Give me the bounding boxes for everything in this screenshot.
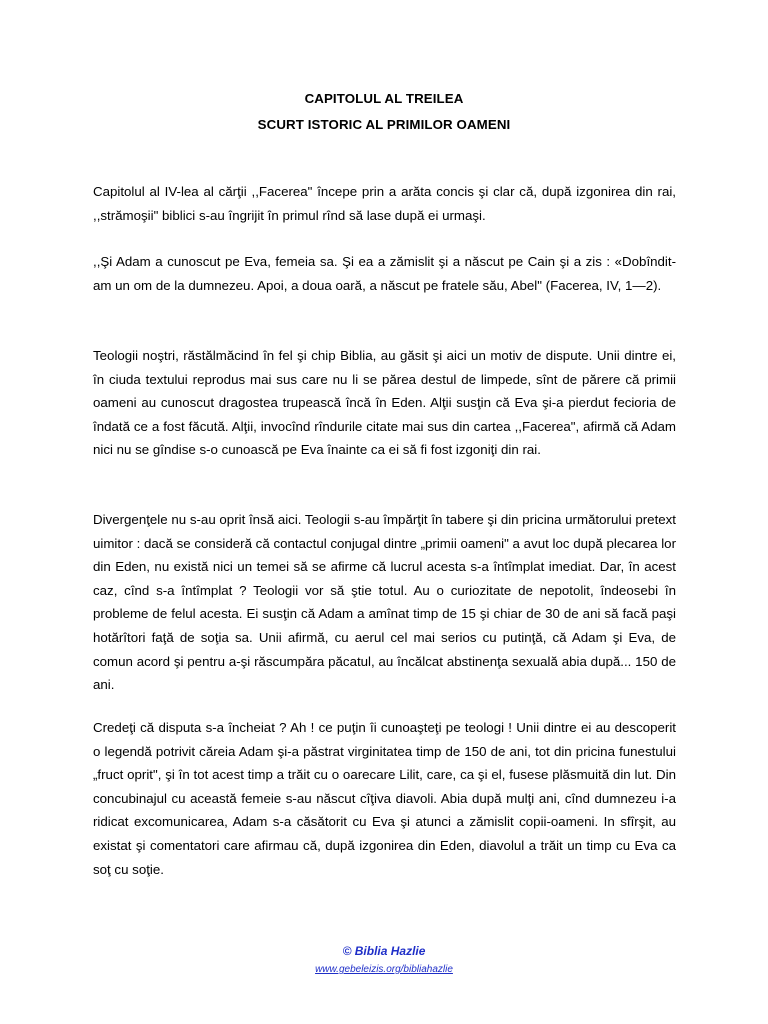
paragraph-3: Teologii noştri, răstălmăcind în fel şi chip Biblia, au găsit şi aici un motiv de dispute. Unii dintre ei, în ciuda textului reprodus mai sus care nu li se părea destul de limpede, sînt de părere că primii oameni au cunoscut dragostea trupească încă în Eden. Alţii susţin că Eva şi-a pierdut fecioria de îndată ce a fost făcută. Alţii, invocînd rîndurile citate mai sus din cartea ,,Facerea", afirmă că Adam nici nu se gîndise s-o cunoască pe Eva înainte ca ei să fi fost izgoniţi din rai. xyxy=(93,348,676,458)
paragraph-1: Capitolul al IV-lea al cărţii ,,Facerea" începe prin a arăta concis şi clar că, după izgonirea din rai, ,,strămoşii" biblici s-au îngrijit în primul rînd să lase după ei urmaşi. xyxy=(93,184,676,223)
paragraph-4: Divergenţele nu s-au oprit însă aici. Teologii s-au împărţit în tabere şi din pricina următorului pretext uimitor : dacă se consideră că contactul conjugal dintre „primii oameni" a avut loc după plecarea lor din Eden, nu există nici un temei să se afirme că lucrul acesta s-a întîmplat imediat. Dar, în acest caz, cînd s-a întîmplat ? Teologii vor să ştie totul. Au o curiozitate de nepotolit, îndeosebi în probleme de felul acesta. Ei susţin că Adam a amînat timp de 15 şi chiar de 30 de ani să facă paşi hotărîtori faţă de soţia sa. Unii afirmă, cu aerul cel mai serios cu putinţă, că Adam şi Eva, de comun acord şi pentru a-şi răscumpăra păcatul, au încălcat abstinenţa sexuală abia după... 150 de ani. xyxy=(93,512,676,693)
chapter-title: CAPITOLUL AL TREILEA xyxy=(304,91,464,106)
chapter-subtitle: SCURT ISTORIC AL PRIMILOR OAMENI xyxy=(257,117,511,132)
paragraph-5: Credeţi că disputa s-a încheiat ? Ah ! ce puţin îi cunoaşteţi pe teologi ! Unii dintre ei au descoperit o legendă potrivit căreia Adam şi-a păstrat virginitatea timp de 150 de ani, tot din pricina funestului „fruct oprit", şi în tot acest timp a trăit cu o oarecare Lilit, care, ca şi el, fusese plăsmuită din lut. Din concubinajul cu această femeie s-au născut cîţiva diavoli. Abia după mulţi ani, cînd dumnezeu i-a ridicat excomunicarea, Adam s-a căsătorit cu Eva şi atunci a zămislit copii-oameni. In sfîrşit, au existat şi comentatori care afirmau că, după izgonirea din Eden, diavolul a trăit un timp cu Eva ca soţ cu soţie. xyxy=(93,720,676,877)
footer-brand: © Biblia Hazlie xyxy=(342,944,426,958)
footer-url-link[interactable]: www.gebeleizis.org/bibliahazlie xyxy=(315,964,453,975)
paragraph-2-quote: ,,Şi Adam a cunoscut pe Eva, femeia sa. Şi ea a zămislit şi a născut pe Cain şi a zis : «Dobîndit-am un om de la dumnezeu. Apoi, a doua oară, a născut pe fratele său, Abel" (Facerea, IV, 1—2). xyxy=(93,254,676,293)
